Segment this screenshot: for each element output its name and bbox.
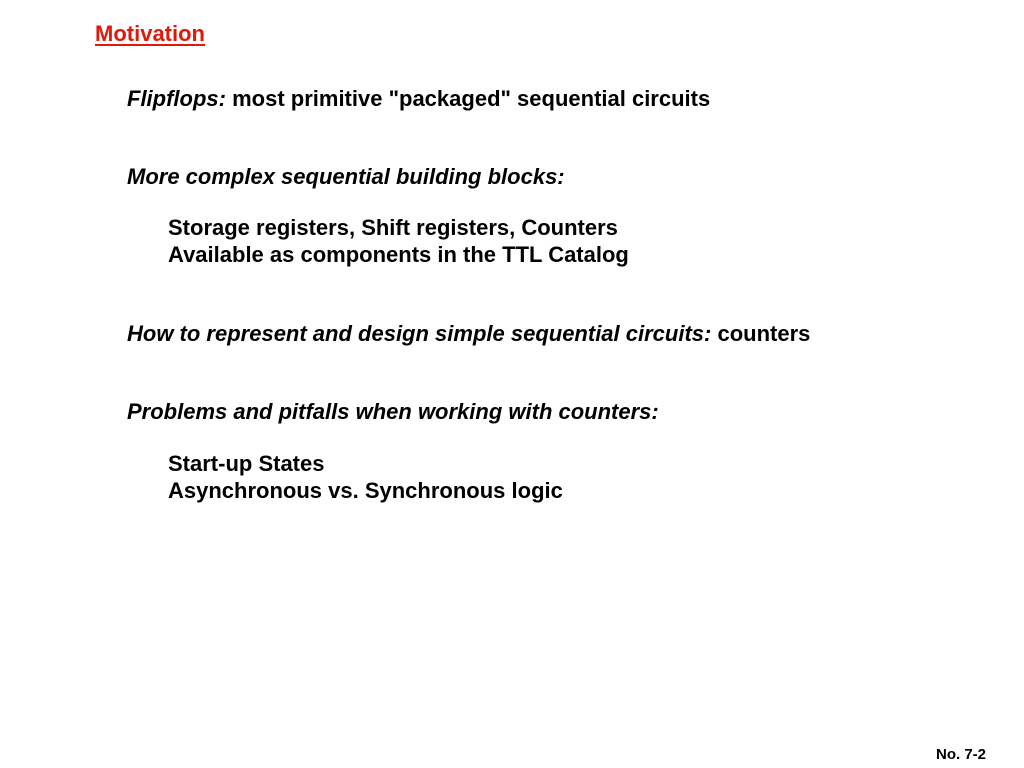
problems-heading: Problems and pitfalls when working with counters: (127, 399, 659, 424)
represent-desc: counters (711, 321, 811, 346)
problems-item: Asynchronous vs. Synchronous logic (168, 478, 563, 503)
complex-blocks-heading: More complex sequential building blocks: (127, 164, 565, 189)
represent-term: How to represent and design simple sequential circuits: (127, 321, 712, 346)
flipflops-term: Flipflops: (127, 86, 226, 111)
slide-title: Motivation (95, 21, 205, 46)
problems-item: Start-up States (168, 451, 325, 476)
page-number: No. 7-2 (935, 746, 986, 763)
represent-line (127, 320, 810, 348)
complex-blocks-item: Storage registers, Shift registers, Counters (168, 215, 618, 240)
flipflops-desc: most primitive "packaged" sequential circuits (225, 86, 711, 111)
flipflops-line (127, 85, 710, 113)
complex-blocks-item: Available as components in the TTL Catalog (168, 242, 629, 267)
